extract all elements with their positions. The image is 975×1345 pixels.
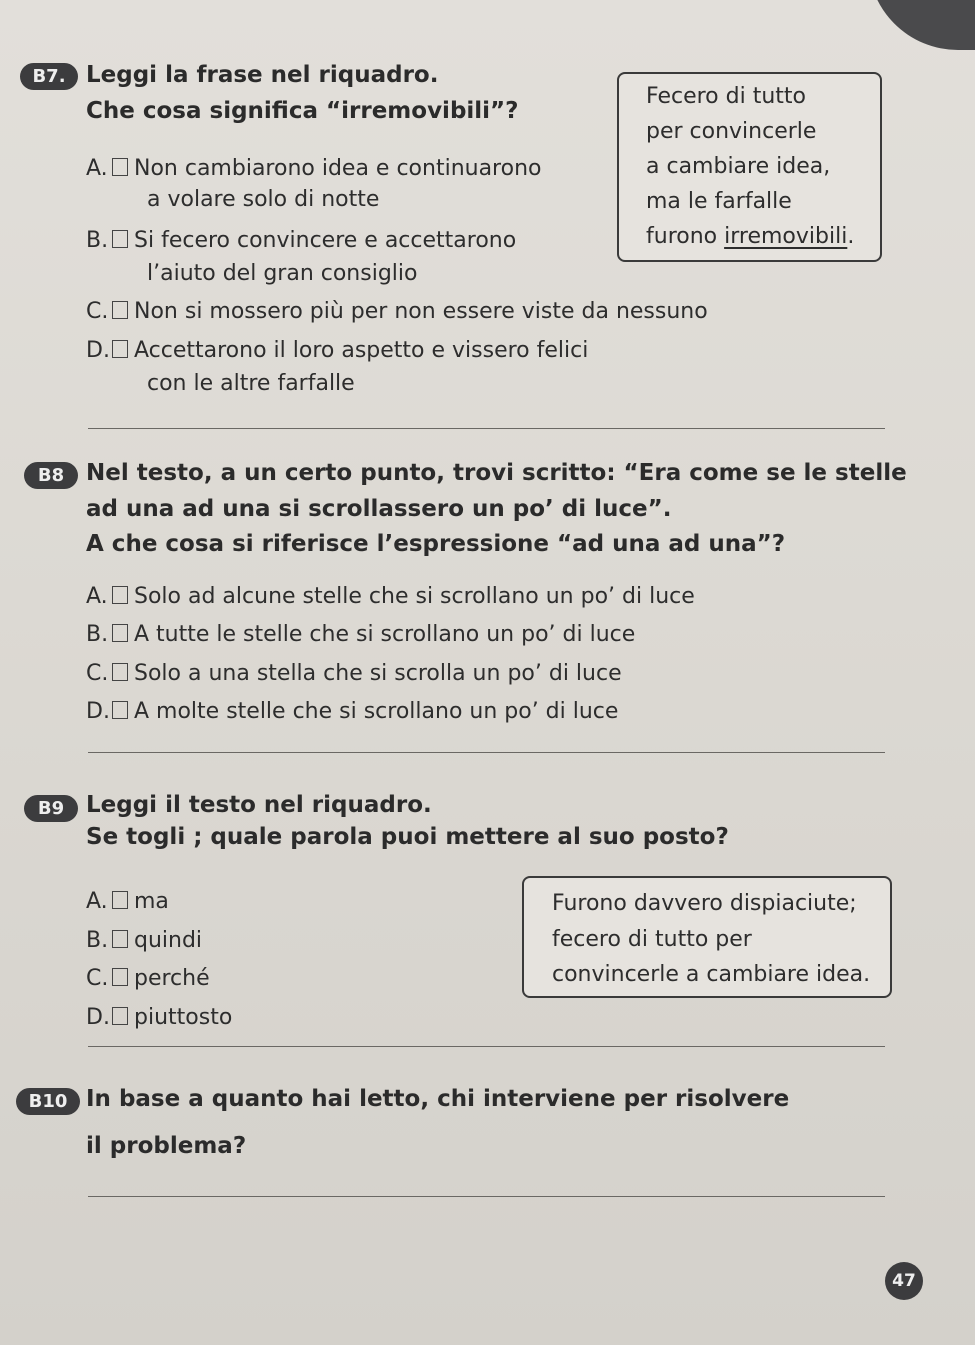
b9-box-line: Furono davvero dispiaciute; bbox=[552, 891, 857, 916]
b7-underlined-word: irremovibili bbox=[724, 224, 848, 249]
checkbox-icon[interactable] bbox=[112, 586, 128, 604]
checkbox-icon[interactable] bbox=[112, 230, 128, 248]
option-letter: D. bbox=[86, 1005, 110, 1030]
option-text: Non si mossero più per non essere viste da nessuno bbox=[134, 299, 708, 324]
section-divider bbox=[88, 428, 885, 429]
checkbox-icon[interactable] bbox=[112, 701, 128, 719]
option-text: quindi bbox=[134, 928, 203, 953]
checkbox-icon[interactable] bbox=[112, 1007, 128, 1025]
option-letter: B. bbox=[86, 622, 109, 647]
b7-box-line: Fecero di tutto bbox=[646, 84, 806, 109]
option-letter: A. bbox=[86, 584, 108, 609]
question-badge-b8: B8 bbox=[24, 462, 78, 489]
b8-question-line3: A che cosa si riferisce l’espressione “ad una ad una”? bbox=[86, 531, 786, 557]
b9-option-a[interactable] bbox=[86, 889, 169, 914]
option-letter: D. bbox=[86, 338, 110, 363]
b9-question-line1: Leggi il testo nel riquadro. bbox=[86, 792, 432, 818]
b8-option-a[interactable] bbox=[86, 584, 695, 609]
b7-option-a-cont: a volare solo di notte bbox=[147, 187, 380, 212]
b9-option-c[interactable] bbox=[86, 966, 210, 991]
option-text: Solo a una stella che si scrolla un po’ di luce bbox=[134, 661, 622, 686]
option-text: Accettarono il loro aspetto e vissero felici bbox=[134, 338, 589, 363]
option-text: ma bbox=[134, 889, 169, 914]
option-text: Si fecero convincere e accettarono bbox=[134, 228, 517, 253]
b7-box-line: per convincerle bbox=[646, 119, 817, 144]
checkbox-icon[interactable] bbox=[112, 930, 128, 948]
option-letter: A. bbox=[86, 156, 108, 181]
b7-option-d-cont: con le altre farfalle bbox=[147, 371, 355, 396]
b7-option-d[interactable] bbox=[86, 338, 588, 363]
b9-quote-box bbox=[522, 876, 892, 998]
b7-box-line: ma le farfalle bbox=[646, 189, 792, 214]
question-badge-b9: B9 bbox=[24, 795, 78, 822]
section-divider bbox=[88, 1046, 885, 1047]
b8-option-b[interactable] bbox=[86, 622, 635, 647]
b7-quote-box bbox=[617, 72, 882, 262]
checkbox-icon[interactable] bbox=[112, 158, 128, 176]
question-badge-b10: B10 bbox=[16, 1088, 80, 1115]
option-text: Solo ad alcune stelle che si scrollano un po’ di luce bbox=[134, 584, 695, 609]
b7-option-c[interactable] bbox=[86, 299, 708, 324]
b9-box-line: convincerle a cambiare idea. bbox=[552, 962, 871, 987]
b9-option-b[interactable] bbox=[86, 928, 202, 953]
option-text: piuttosto bbox=[134, 1005, 233, 1030]
option-letter: B. bbox=[86, 928, 109, 953]
b7-question-line1: Leggi la frase nel riquadro. bbox=[86, 62, 439, 88]
option-letter: C. bbox=[86, 299, 109, 324]
option-text: Non cambiarono idea e continuarono bbox=[134, 156, 542, 181]
b9-box-line: fecero di tutto per bbox=[552, 927, 752, 952]
b9-question-line2: Se togli ; quale parola puoi mettere al suo posto? bbox=[86, 824, 729, 850]
b7-box-line: a cambiare idea, bbox=[646, 154, 831, 179]
b8-question-line2: ad una ad una si scrollassero un po’ di luce”. bbox=[86, 496, 672, 522]
option-text: A tutte le stelle che si scrollano un po’ di luce bbox=[134, 622, 636, 647]
option-text: A molte stelle che si scrollano un po’ di luce bbox=[134, 699, 619, 724]
answer-line[interactable] bbox=[88, 1196, 885, 1197]
question-badge-b7: B7. bbox=[20, 63, 78, 90]
b10-question-line1: In base a quanto hai letto, chi interviene per risolvere bbox=[86, 1086, 790, 1112]
b7-option-a[interactable] bbox=[86, 156, 541, 181]
checkbox-icon[interactable] bbox=[112, 891, 128, 909]
b8-option-d[interactable] bbox=[86, 699, 618, 724]
b7-box-line-last bbox=[646, 224, 854, 249]
b7-option-b-cont: l’aiuto del gran consiglio bbox=[147, 261, 418, 286]
checkbox-icon[interactable] bbox=[112, 663, 128, 681]
b7-box-text: furono bbox=[646, 224, 725, 249]
checkbox-icon[interactable] bbox=[112, 301, 128, 319]
option-letter: C. bbox=[86, 966, 109, 991]
checkbox-icon[interactable] bbox=[112, 968, 128, 986]
option-letter: D. bbox=[86, 699, 110, 724]
option-letter: A. bbox=[86, 889, 108, 914]
b7-option-b[interactable] bbox=[86, 228, 516, 253]
checkbox-icon[interactable] bbox=[112, 340, 128, 358]
b8-question-line1: Nel testo, a un certo punto, trovi scritto: “Era come se le stelle bbox=[86, 460, 907, 486]
section-divider bbox=[88, 752, 885, 753]
option-text: perché bbox=[134, 966, 210, 991]
b10-question-line2: il problema? bbox=[86, 1133, 247, 1159]
option-letter: C. bbox=[86, 661, 109, 686]
page-number: 47 bbox=[885, 1262, 923, 1300]
b8-option-c[interactable] bbox=[86, 661, 622, 686]
page-corner-decoration bbox=[868, 0, 975, 50]
b7-question-line2: Che cosa significa “irremovibili”? bbox=[86, 98, 519, 124]
b9-option-d[interactable] bbox=[86, 1005, 232, 1030]
b7-box-period: . bbox=[847, 224, 855, 249]
checkbox-icon[interactable] bbox=[112, 624, 128, 642]
option-letter: B. bbox=[86, 228, 109, 253]
